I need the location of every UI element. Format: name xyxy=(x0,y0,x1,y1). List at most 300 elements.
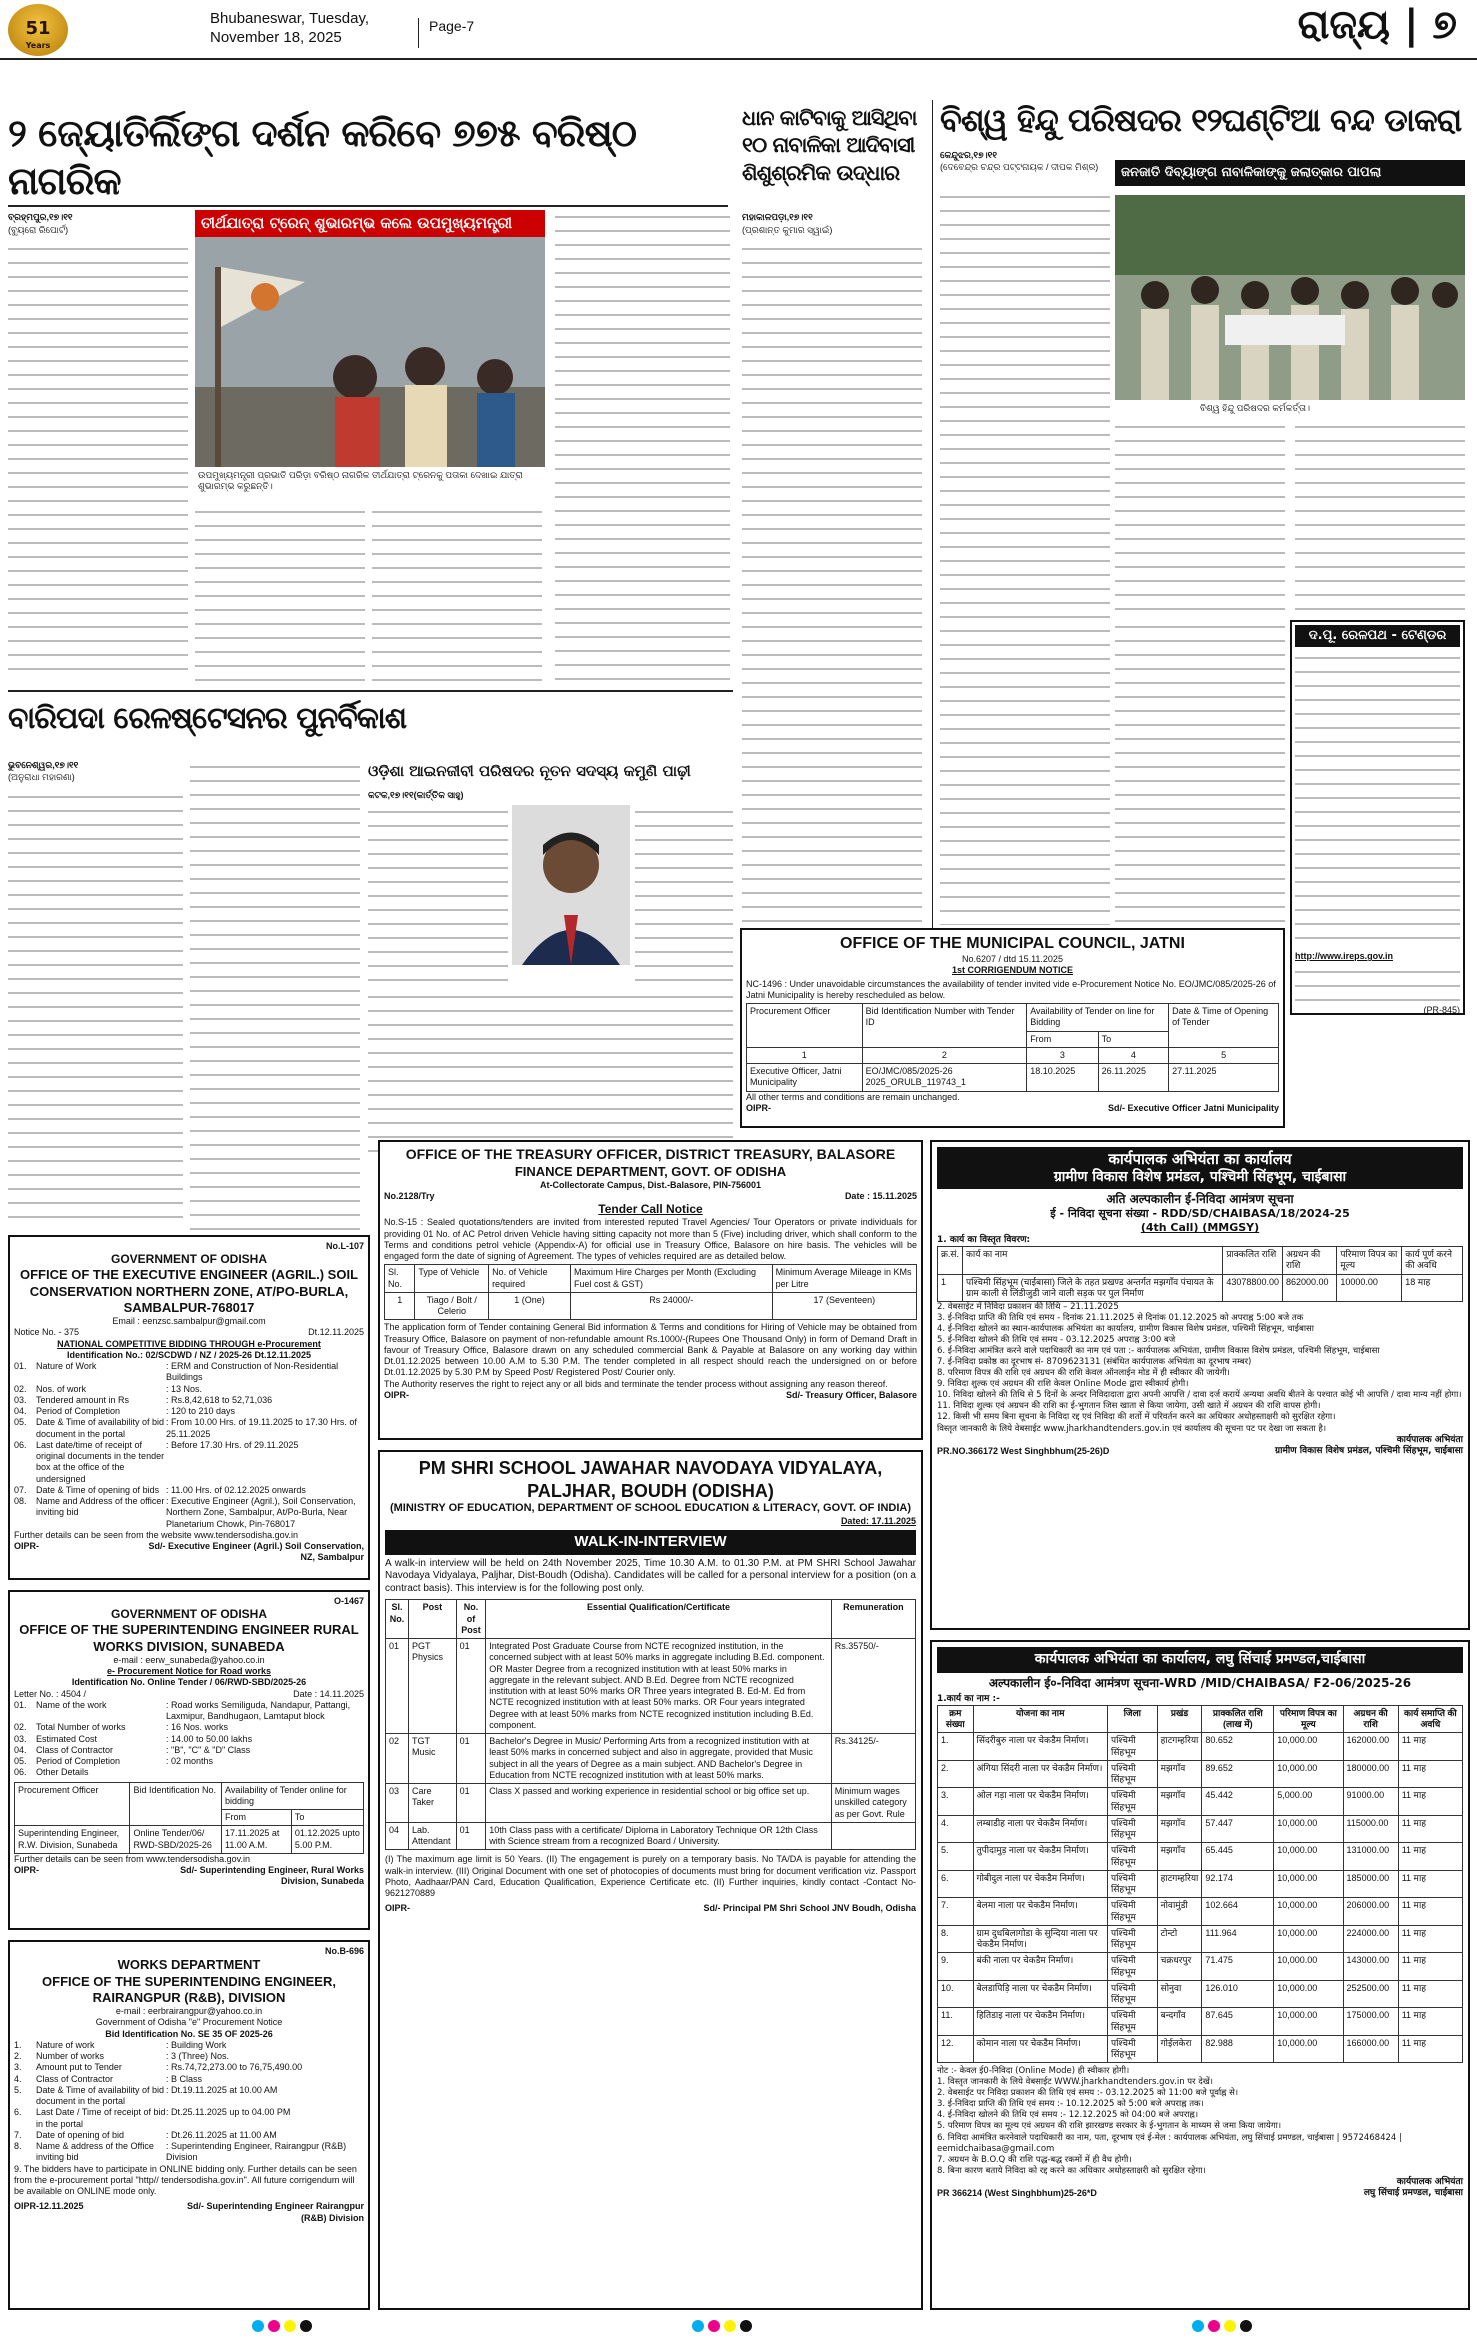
notice-item xyxy=(14,1417,364,1440)
table-cell: 11 माह xyxy=(1398,1870,1462,1898)
minor-th: अग्रधन की राशि xyxy=(1343,1705,1398,1733)
table-cell: Class X passed and working experience in residential school or big office set up. xyxy=(486,1784,831,1823)
jatni-foot: All other terms and conditions are remain unchanged. xyxy=(746,1091,960,1102)
soil-email: Email : eenzsc.sambalpur@gmail.com xyxy=(112,1316,266,1326)
notice-item-field: 6. xyxy=(14,2107,22,2118)
notice-item xyxy=(14,2141,364,2164)
notice-item-field: Period of Completion xyxy=(36,1756,121,1766)
table-cell: 1. xyxy=(938,1733,974,1761)
soil-foot: Further details can be seen from the website www.tendersodisha.gov.in xyxy=(14,1529,298,1540)
soil-subtitle: NATIONAL COMPETITIVE BIDDING THROUGH e-Procurement xyxy=(57,1338,321,1349)
notice-item xyxy=(14,1395,364,1406)
table-cell: 252500.00 xyxy=(1343,1980,1398,2008)
notice-item xyxy=(14,1700,364,1723)
table-cell: गोबीदुल नाला पर चेकडैम निर्माण। xyxy=(973,1870,1107,1898)
sunabeda-subtitle: e- Procurement Notice for Road works xyxy=(106,1666,272,1676)
rairangpur-items xyxy=(14,2040,364,2164)
dateline-date: November 18, 2025 xyxy=(210,28,342,46)
treasury-th: Sl. No. xyxy=(385,1265,415,1293)
table-cell: 10,000.00 xyxy=(1274,2008,1343,2036)
treasury-body2: The application form of Tender containing General Bid information & Terms and conditions for Hiring of Vehicle may be obtained from Treasury Office, Balasore on payment of non-refundable amount Rs.1000/-(Rupees One Thousand Only) in form of Demand Draft in favour of Treasury Office, Balasore drawn on any scheduled commercial Bank & Payable at Balasore on any working day within Dt.01.12.2025 between 10.00 A.M to 5.30 P.M. The tender completed in all respect should reach the undersigned on or before Dt.01.12.2025 by 5.30 P.M by Speed Post/ Registered Post/ Courier only. xyxy=(384,1322,917,1378)
minor-sec: 1.कार्य का नाम :- xyxy=(937,1693,1000,1704)
jatni-table xyxy=(746,1003,1279,1092)
rdd-th: क्र.सं. xyxy=(938,1247,963,1275)
rdd-subtitle: अति अल्पकालीन ई-निविदा आमंत्रण सूचना xyxy=(1106,1192,1294,1207)
notice-item-field: Tendered amount in Rs xyxy=(36,1394,130,1405)
table-row xyxy=(386,1784,916,1823)
sunabeda-th-from: From xyxy=(222,1810,292,1826)
rairangpur-no: No.B-696 xyxy=(324,1946,364,1956)
notice-item-field: : ERM and Construction of Non-Residential Buildings xyxy=(166,1361,339,1383)
notice-item-field: : Road works Semiliguda, Nandapur, Pattangi, Laxmipur, Bandhugaon, Lamtaput block xyxy=(166,1699,351,1721)
rairangpur-oipr: OIPR-12.11.2025 xyxy=(14,2201,84,2212)
notice-item xyxy=(14,2051,364,2062)
table-cell: 175000.00 xyxy=(1343,2008,1398,2036)
table-cell: सिंदरीबुरु नाला पर चेकडैम निर्माण। xyxy=(973,1733,1107,1761)
table-cell: बेलडापिड़ि नाला पर चेकडैम निर्माण। xyxy=(973,1980,1107,2008)
rairangpur-sign: Sd/- Superintending Engineer Rairangpur (R&B) Division xyxy=(186,2201,364,2223)
jatni-cell: Executive Officer, Jatni Municipality xyxy=(747,1064,863,1092)
table-row xyxy=(938,1925,1463,1953)
notice-line: विस्तृत जानकारी के लिये वेबसाईट www.jharkhandtenders.gov.in एवं कार्यालय की सूचना पट पर देखा जा सकता है। xyxy=(937,1423,1327,1434)
black-mark xyxy=(740,2320,752,2332)
table-cell: PGT Physics xyxy=(408,1639,456,1734)
table-cell: 126.010 xyxy=(1202,1980,1274,2008)
table-cell: 11 माह xyxy=(1398,2008,1462,2036)
table-cell: मझगाँव xyxy=(1157,1788,1202,1816)
table-cell: 03 xyxy=(386,1784,409,1823)
ireps-url[interactable]: http://www.ireps.gov.in xyxy=(1295,951,1393,962)
rdd-sign: ग्रामीण विकास विशेष प्रमंडल, पश्चिमी सिंहभूम, चाईबासा xyxy=(1275,1445,1463,1456)
treasury-cell: Rs 24000/- xyxy=(570,1292,772,1320)
sunabeda-title: OFFICE OF THE SUPERINTENDING ENGINEER RURAL WORKS DIVISION, SUNABEDA xyxy=(19,1622,359,1654)
rdd-table xyxy=(937,1246,1463,1302)
notice-item-field: Name and Address of the officer inviting bid xyxy=(36,1496,165,1518)
table-cell: 57.447 xyxy=(1202,1815,1274,1843)
notice-item-field: Amount put to Tender xyxy=(36,2062,122,2073)
table-cell: 91000.00 xyxy=(1343,1788,1398,1816)
notice-item-field: : Dt.26.11.2025 at 11.00 AM xyxy=(166,2129,277,2140)
notice-item-field: : B Class xyxy=(166,2073,203,2084)
table-cell: पश्चिमी सिंहभूम xyxy=(1107,1760,1157,1788)
table-cell: मझगाँव xyxy=(1157,1760,1202,1788)
lead-photo-subcaption: ଉପମୁଖ୍ୟମନ୍ତ୍ରୀ ପ୍ରଭାତି ପରିଡ଼ା ବରିଷ୍ଠ ନାଗରିକ ତୀର୍ଥଯାତ୍ରା ଟ୍ରେନକୁ ପତାକା ଦେଖାଇ ଯାତ୍ରା ଶୁଭାରମ୍ଭ କରୁଛନ୍ତି। xyxy=(198,469,523,492)
table-cell: 11 माह xyxy=(1398,2035,1462,2063)
rdd-cell: 43078800.00 xyxy=(1223,1274,1283,1302)
soil-sign: Sd/- Executive Engineer (Agril.) Soil Conservation, NZ, Sambalpur xyxy=(148,1541,364,1563)
notice-line: 2. वेबसाईट पर निविदा प्रकाशन की तिथि एवं समय :- 03.12.2025 को 11:00 बजे पूर्वाह्न से। xyxy=(937,2088,1239,2099)
notice-item xyxy=(14,1734,364,1745)
notice-item xyxy=(14,1767,364,1778)
table-row xyxy=(938,1788,1463,1816)
lead-photo-block xyxy=(195,210,545,495)
masthead xyxy=(0,0,1477,60)
magenta-mark xyxy=(1208,2320,1220,2332)
table-cell: ओल गड़ा नाला पर चेकडैम निर्माण। xyxy=(973,1788,1107,1816)
notice-item-field: 04. xyxy=(14,1406,27,1416)
notice-item-field: 08. xyxy=(14,1496,27,1506)
table-row xyxy=(386,1822,916,1850)
jnv-dated: Dated: 17.11.2025 xyxy=(840,1515,916,1526)
notice-item-field: Class of Contractor xyxy=(36,2073,114,2084)
table-row xyxy=(938,1733,1463,1761)
jnv-oipr: OIPR- xyxy=(385,1903,411,1914)
table-row xyxy=(938,2008,1463,2036)
table-cell: 01 xyxy=(386,1639,409,1734)
notice-item-field: Other Details xyxy=(36,1767,89,1778)
notice-item-field: Last Date / Time of receipt of bid in the portal xyxy=(36,2107,166,2129)
table-cell: ग्राम दुधबिलागोडा के सुन्दिया नाला पर चेकडैम निर्माण। xyxy=(973,1925,1107,1953)
table-cell: 11 माह xyxy=(1398,1733,1462,1761)
notice-item-field: : "B", "C" & "D" Class xyxy=(166,1744,251,1755)
treasury-cell: 1 xyxy=(385,1292,415,1320)
dateline xyxy=(210,10,369,48)
table-cell: Rs.34125/- xyxy=(831,1734,915,1784)
table-cell: 8. xyxy=(938,1925,974,1953)
table-cell: 80.652 xyxy=(1202,1733,1274,1761)
notice-line: 3. ई-निविदा प्राप्ति की तिथि एवं समय :- 10.12.2025 को 5:00 बजे अपराह्न तक। xyxy=(937,2099,1204,2110)
jatni-cell: 27.11.2025 xyxy=(1169,1064,1279,1092)
minor-th: प्राक्कलित राशि (लाख में) xyxy=(1202,1705,1274,1733)
table-row xyxy=(938,1953,1463,1981)
table-cell: 10,000.00 xyxy=(1274,1980,1343,2008)
magenta-mark xyxy=(268,2320,280,2332)
notice-item-field: : Executive Engineer (Agril.), Soil Conservation, Northern Zone, Sambalpur, At/Po-Burla, Near Planetarium Chowk, Pin-768017 xyxy=(166,1496,356,1529)
table-cell: 71.475 xyxy=(1202,1953,1274,1981)
rairangpur-title: OFFICE OF THE SUPERINTENDING ENGINEER, RAIRANGPUR (R&B), DIVISION xyxy=(42,1973,336,2005)
sunabeda-cell: 01.12.2025 upto 5.00 P.M. xyxy=(291,1826,363,1854)
lead-body-col2 xyxy=(195,505,365,685)
notice-item-field: : Building Work xyxy=(166,2039,227,2050)
notice-item-field: Date & Time of availability of bid document in the portal xyxy=(36,1417,165,1439)
minor-th: प्रखंड xyxy=(1157,1705,1202,1733)
table-cell: हाटगम्हरिया xyxy=(1157,1870,1202,1898)
notice-item xyxy=(14,2074,364,2085)
table-cell: बंकी नाला पर चेकडैम निर्माण। xyxy=(973,1953,1107,1981)
sunabeda-th: Bid Identification No. xyxy=(130,1782,222,1826)
table-row xyxy=(938,1760,1463,1788)
sunabeda-th-to: To xyxy=(291,1810,363,1826)
magenta-mark xyxy=(708,2320,720,2332)
notice-item xyxy=(14,1361,364,1384)
jatni-title: OFFICE OF THE MUNICIPAL COUNCIL, JATNI xyxy=(840,935,1185,952)
notice-item-field: : Dt.25.11.2025 up to 04.00 PM xyxy=(166,2107,291,2118)
jatni-oipr: OIPR- xyxy=(746,1102,772,1113)
jatni-cell: 26.11.2025 xyxy=(1098,1064,1169,1092)
table-cell: 4. xyxy=(938,1815,974,1843)
table-cell: 180000.00 xyxy=(1343,1760,1398,1788)
table-row xyxy=(938,2035,1463,2063)
treasury-body: No.S-15 : Sealed quotations/tenders are invited from interested reputed Travel Agencies/ Tour Operators or private individuals for providing 01 No. of AC Petrol driven Vehicle having sitting capacity not more than 5 (Five) including driver, which shall conform to the Terms and conditions petrol vehicle (Appendix-A) for official use in Treasury Office, Balasore on hire basis. The vehicles will be engaged form the date of signing of Agreement. The types of vehicles required are as detailed below. xyxy=(384,1217,917,1261)
sunabeda-table xyxy=(14,1782,364,1854)
jnv-rows xyxy=(386,1639,916,1850)
rairangpur-dept: WORKS DEPARTMENT xyxy=(117,1957,261,1973)
rairangpur-notice xyxy=(8,1940,370,2310)
table-cell: पश्चिमी सिंहभूम xyxy=(1107,2008,1157,2036)
notice-item-field: 01. xyxy=(14,1699,27,1710)
sunabeda-notice xyxy=(8,1590,370,1930)
minor-rows xyxy=(938,1733,1463,2063)
notice-item-field: : 14.00 to 50.00 lakhs xyxy=(166,1733,253,1744)
table-cell: हाटगम्हरिया xyxy=(1157,1733,1202,1761)
table-cell: 3. xyxy=(938,1788,974,1816)
sunabeda-th: Availability of Tender online for bidding xyxy=(222,1782,364,1810)
table-cell: 11 माह xyxy=(1398,1760,1462,1788)
notice-item-field: 7. xyxy=(14,2129,22,2140)
treasury-subtitle: Tender Call Notice xyxy=(598,1202,703,1217)
sunabeda-letter: Letter No. : 4504 / xyxy=(14,1688,87,1699)
table-cell: 185000.00 xyxy=(1343,1870,1398,1898)
notice-line: 7. अग्रधन के B.O.Q की राशि पद्ध-बद्ध रकमों में ही वैध होगी। xyxy=(937,2154,1132,2165)
rdd-cell: 18 माह xyxy=(1402,1274,1463,1302)
table-cell: 01 xyxy=(456,1784,486,1823)
notice-line: 11. निविदा शुल्क एवं अग्रधन की राशि का ई-भुगतान जिस खाता से किया जायेगा, उसी खाते में अग्रधन की राशि वापस होगी। xyxy=(937,1401,1321,1412)
minor-title: कार्यपालक अभियंता का कार्यालय, लघु सिंचाई प्रमण्डल,चाईबासा xyxy=(937,1647,1463,1673)
notice-item-field: Name & address of the Office inviting bid xyxy=(36,2141,154,2163)
notice-item-field: : Dt.19.11.2025 at 10.00 AM xyxy=(166,2084,278,2095)
jatni-notice xyxy=(740,928,1285,1128)
table-cell: पश्चिमी सिंहभूम xyxy=(1107,1788,1157,1816)
story3-reporter: (ଦେବେନ୍ଦ୍ର ଚନ୍ଦ୍ର ପଟ୍ଟନାୟକ / ଦୀପକ ମିଶ୍ର) xyxy=(940,162,1099,172)
notice-item-field: : 16 Nos. works xyxy=(166,1722,229,1733)
table-cell: 11 माह xyxy=(1398,1925,1462,1953)
notice-item-field: 8. xyxy=(14,2141,22,2151)
table-row xyxy=(938,1898,1463,1926)
story3-photo-image xyxy=(1115,195,1465,400)
table-cell: Bachelor's Degree in Music/ Performing Arts from a recognized institution with at least 50% marks in concerned subject and also in aggregate, provided that Music subject in all the years of Degree as a main subject. AND Bachelor's Degree in Education from NCTE recognized institution with at least 50% marks. xyxy=(486,1734,831,1784)
notice-item xyxy=(14,2107,364,2130)
table-cell: 10,000.00 xyxy=(1274,1898,1343,1926)
notice-item-field: 06. xyxy=(14,1439,27,1450)
notice-item xyxy=(14,1756,364,1767)
notice-item-field: 02. xyxy=(14,1722,27,1733)
table-cell: 10,000.00 xyxy=(1274,1760,1343,1788)
notice-item-field: 06. xyxy=(14,1767,27,1778)
treasury-th: Type of Vehicle xyxy=(415,1265,489,1293)
notice-item-field: 5. xyxy=(14,2084,22,2095)
minor-sign: लघु सिंचाई प्रमण्डल, चाईबासा xyxy=(1363,2187,1463,2198)
logo-sub: Years xyxy=(25,40,51,50)
sunabeda-sign: Sd/- Superintending Engineer, Rural Works Division, Sunabeda xyxy=(180,1865,364,1887)
table-cell: TGT Music xyxy=(408,1734,456,1784)
sunabeda-oipr: OIPR- xyxy=(14,1865,40,1875)
registration-marks xyxy=(250,2320,314,2337)
notice-item xyxy=(14,2040,364,2051)
rdd-pr: PR.NO.366172 West Singhbhum(25-26)D xyxy=(937,1445,1110,1456)
black-mark xyxy=(1240,2320,1252,2332)
story3-dateline: କେନ୍ଦୁଝର,୧୭।୧୧ xyxy=(940,150,998,160)
lead-photo-image xyxy=(195,237,545,467)
story2-reporter: (ପ୍ରଶାନ୍ତ କୁମାର ସ୍ୱାଇଁ) xyxy=(742,225,833,235)
table-cell: 92.174 xyxy=(1202,1870,1274,1898)
lead-body-col4 xyxy=(555,210,730,685)
notice-item-field: 4. xyxy=(14,2073,22,2084)
jatni-cell: 18.10.2025 xyxy=(1027,1064,1098,1092)
story3-body-col1 xyxy=(940,190,1110,925)
rdd-th: प्राक्कलित राशि xyxy=(1223,1247,1283,1275)
treasury-addr: At-Collectorate Campus, Dist.-Balasore, PIN-756001 xyxy=(539,1179,762,1190)
table-cell: 10,000.00 xyxy=(1274,1953,1343,1981)
story4-dateline: ଭୁବନେଶ୍ୱର,୧୭।୧୧ xyxy=(8,760,79,770)
table-cell: बन्दगाँव xyxy=(1157,2008,1202,2036)
jatni-th-1: Bid Identification Number with Tender ID xyxy=(862,1004,1027,1048)
story4-reporter: (ଅନୁରାଧା ମହାରଣା) xyxy=(8,772,75,782)
sunabeda-cell: 17.11.2025 at 11.00 A.M. xyxy=(222,1826,292,1854)
rairangpur-gov: Government of Odisha "e" Procurement Notice xyxy=(95,2017,283,2028)
soil-items xyxy=(14,1361,364,1530)
table-cell: 6. xyxy=(938,1870,974,1898)
notice-item-field: Nature of Work xyxy=(36,1361,97,1371)
jnv-th: Essential Qualification/Certificate xyxy=(486,1600,831,1639)
notice-item-field: Nos. of work xyxy=(36,1383,87,1394)
cyan-mark xyxy=(1192,2320,1204,2332)
table-cell: 11 माह xyxy=(1398,1788,1462,1816)
notice-line: 4. ई-निविदा खोलने का स्थान-कार्यपालक अभियंता का कार्यालय, ग्रामीण विकास विशेष प्रमंडल, पश्चिमी सिंहभूम, चाईबासा xyxy=(937,1324,1314,1335)
rdd-title2: ग्रामीण विकास विशेष प्रमंडल, पश्चिमी सिंहभूम, चाईबासा xyxy=(1053,1168,1347,1185)
table-cell: 224000.00 xyxy=(1343,1925,1398,1953)
table-cell: पश्चिमी सिंहभूम xyxy=(1107,1898,1157,1926)
minor-th: जिला xyxy=(1107,1705,1157,1733)
story4-body-col2 xyxy=(190,760,360,1230)
rdd-th: परिमाण विपत्र का मूल्य xyxy=(1337,1247,1402,1275)
minor-th: क्रम संख्या xyxy=(938,1705,974,1733)
table-cell: 166000.00 xyxy=(1343,2035,1398,2063)
notice-line: 6. ई-निविदा आमंत्रित करने वाले पदाधिकारी का नाम एवं पता :- कार्यपालक अभियंता, ग्रामीण विकास विशेष प्रमंडल, पश्चिमी सिंहभूम, चाईबासा xyxy=(937,1346,1380,1357)
notice-line: 12. किसी भी समय बिना सूचना के निविदा रद्द एवं निविदा की शर्तो में परिवर्तन करने का अधिकार अधोहस्ताक्षरी को सुरक्षित रहेगा। xyxy=(937,1412,1336,1423)
yellow-mark xyxy=(1224,2320,1236,2332)
notice-item-field: Date of opening of bid xyxy=(36,2129,125,2140)
table-cell: लम्बाडीह नाला पर चेकडैम निर्माण। xyxy=(973,1815,1107,1843)
table-cell: 7. xyxy=(938,1898,974,1926)
treasury-title: OFFICE OF THE TREASURY OFFICER, DISTRICT TREASURY, BALASORE xyxy=(405,1146,896,1162)
notice-line: 5. ई-निविदा खोलने की तिथि एवं समय - 03.12.2025 अपराह्न 3:00 बजे xyxy=(937,1335,1176,1346)
yellow-mark xyxy=(724,2320,736,2332)
rdd-lines xyxy=(937,1302,1463,1435)
rdd-cell: पश्चिमी सिंहभूम (चाईबासा) जिले के तहत प्रखण्ड अन्तर्गत मझगाँव पंचायत के ग्राम काली से लिंडीजुडी जाने वाली सड़क पर पुल निर्माण xyxy=(963,1274,1223,1302)
notice-item xyxy=(14,1496,364,1530)
notice-item xyxy=(14,2130,364,2141)
jnv-ministry: (MINISTRY OF EDUCATION, DEPARTMENT OF SCHOOL EDUCATION & LITERACY, GOVT. OF INDIA) xyxy=(389,1502,912,1514)
notice-line: 8. बिना कारण बताये निविदा को रद्द करने का अधिकार अधोहस्ताक्षरी को सुरक्षित रहेगा। xyxy=(937,2165,1206,2176)
notice-item-field: 03. xyxy=(14,1394,27,1405)
notice-item-field: : 120 to 210 days xyxy=(166,1406,236,1416)
table-cell: 10. xyxy=(938,1980,974,2008)
table-cell: 01 xyxy=(456,1822,486,1850)
sunabeda-cell: Superintending Engineer, R.W. Division, Sunabeda xyxy=(15,1826,130,1854)
table-cell: 5. xyxy=(938,1843,974,1871)
minor-pr: PR 366214 (West Singhbhum)25-26*D xyxy=(937,2187,1097,2198)
sunabeda-th: Procurement Officer xyxy=(15,1782,130,1826)
rdd-th: कार्य का नाम xyxy=(963,1247,1223,1275)
jatni-subtitle: 1st CORRIGENDUM NOTICE xyxy=(951,965,1073,976)
rdd-cell: 10000.00 xyxy=(1337,1274,1402,1302)
notice-item-field: 1. xyxy=(14,2039,22,2050)
ireps-body2 xyxy=(1295,965,1460,1005)
story5-dateline: କଟକ,୧୭।୧୧(କାର୍ତ୍ତିକ ସାହୁ) xyxy=(368,790,464,800)
table-cell: 87.645 xyxy=(1202,2008,1274,2036)
minor-th: कार्य समाप्ति की अवधि xyxy=(1398,1705,1462,1733)
jnv-sign: Sd/- Principal PM Shri School JNV Boudh, Odisha xyxy=(703,1903,916,1914)
table-cell: 11 माह xyxy=(1398,1815,1462,1843)
jatni-th-to: To xyxy=(1098,1031,1169,1047)
sunabeda-cell: Online Tender/06/ RWD-SBD/2025-26 xyxy=(130,1826,222,1854)
lead-body-col3 xyxy=(372,505,542,685)
story5-headline: ଓଡ଼ିଶା ଆଇନଜୀବୀ ପରିଷଦର ନୂତନ ସଦସ୍ୟ କମୁଣି ପାଢ଼ୀ xyxy=(368,762,691,780)
soil-no: No.L-107 xyxy=(325,1241,364,1251)
jatni-col-num: 3 xyxy=(1027,1047,1098,1063)
jatni-cell: EO/JMC/085/2025-26 2025_ORULB_119743_1 xyxy=(862,1064,1027,1092)
notice-item xyxy=(14,1485,364,1496)
ireps-code: (PR-845) xyxy=(1423,1004,1460,1015)
table-row xyxy=(386,1639,916,1734)
jatni-col-num: 1 xyxy=(747,1047,863,1063)
story5-body-col1 xyxy=(368,805,508,985)
lead-body-col1 xyxy=(8,242,188,682)
rdd-th: अग्रधन की राशि xyxy=(1282,1247,1336,1275)
story3-kicker: ଜନଜାତି ଦିବ୍ୟାଙ୍ଗ ନାବାଳିକାଙ୍କୁ ଜଲାତ୍କାର ପାପଲା xyxy=(1115,160,1465,186)
jatni-body: NC-1496 : Under unavoidable circumstances the availability of tender invited vide e-Procurement Notice No. EO/JMC/085/2025-26 of Jatni Municipality is hereby rescheduled as below. xyxy=(746,978,1276,1000)
notice-line: 8. परिमाण विपत्र की राशि एवं अग्रधन की राशि केवल ऑनलाईन मोड में ही स्वीकार की जायेगी। xyxy=(937,1368,1230,1379)
sunabeda-gov: GOVERNMENT OF ODISHA xyxy=(110,1607,267,1622)
story2-body xyxy=(742,242,922,922)
table-row xyxy=(938,1843,1463,1871)
jatni-th-3: Date & Time of Opening of Tender xyxy=(1169,1004,1279,1048)
notice-item-field: Date & Time of availability of bid document in the portal xyxy=(36,2084,165,2106)
table-cell: 9. xyxy=(938,1953,974,1981)
table-row xyxy=(938,1815,1463,1843)
table-cell: हितिडाइ नाला पर चेकडैम निर्माण। xyxy=(973,2008,1107,2036)
notice-line: 3. ई-निविदा प्राप्ति की तिथि एवं समय - दिनांक 21.11.2025 से दिनांक 01.12.2025 को अपराह्न 5:00 बजे तक xyxy=(937,1313,1304,1324)
table-cell: तुपीदामुड़ नाला पर चेकडैम निर्माण। xyxy=(973,1843,1107,1871)
soil-title: OFFICE OF THE EXECUTIVE ENGINEER (AGRIL.) SOIL CONSERVATION NORTHERN ZONE, AT/PO-BURLA, SAMBALPUR-768017 xyxy=(19,1267,359,1315)
table-row xyxy=(386,1734,916,1784)
jnv-th: No. of Post xyxy=(456,1600,486,1639)
notice-item-field: 05. xyxy=(14,1756,27,1766)
treasury-sign: Sd/- Treasury Officer, Balasore xyxy=(785,1389,917,1400)
table-cell: पश्चिमी सिंहभूम xyxy=(1107,1953,1157,1981)
story3-photo xyxy=(1115,195,1465,400)
page-number: Page-7 xyxy=(418,18,474,48)
notice-item-field: Date & Time of opening of bids xyxy=(36,1484,160,1495)
treasury-table xyxy=(384,1264,917,1320)
notice-item-field: Period of Completion xyxy=(36,1406,121,1416)
notice-item xyxy=(14,1745,364,1756)
notice-item-field: : 11.00 Hrs. of 02.12.2025 onwards xyxy=(166,1484,306,1495)
dateline-city: Bhubaneswar, Tuesday, xyxy=(210,10,369,27)
jatni-th-from: From xyxy=(1027,1031,1098,1047)
table-cell: सोनुवा xyxy=(1157,1980,1202,2008)
notice-line: 4. ई-निविदा खोलने की तिथि एवं समय :- 12.12.2025 को 04:00 बजे अपराह्न। xyxy=(937,2110,1199,2121)
table-cell: Rs.35750/- xyxy=(831,1639,915,1734)
jatni-sign: Sd/- Executive Officer Jatni Municipality xyxy=(1107,1102,1279,1113)
treasury-oipr: OIPR- xyxy=(384,1389,410,1400)
notice-item xyxy=(14,2062,364,2073)
notice-item-field: Estimated Cost xyxy=(36,1733,98,1744)
divider xyxy=(8,205,728,207)
notice-line: 7. ई-निविदा प्रकोष्ठ का दूरभाष सं- 8709623131 (संबंधित कार्यपालक अभियंता का दूरभाष नम्बर) xyxy=(937,1357,1252,1368)
story2-dateline: ମହାକାଳପଡ଼ା,୧୭।୧୧ xyxy=(742,212,813,222)
notice-item-field xyxy=(166,1767,364,1778)
treasury-cell: 17 (Seventeen) xyxy=(772,1292,916,1320)
table-cell: 143000.00 xyxy=(1343,1953,1398,1981)
notice-item-field: : 13 Nos. xyxy=(166,1383,203,1394)
treasury-body3: The Authority reserves the right to reject any or all bids and terminate the tender process without assigning any reason thereof. xyxy=(384,1378,888,1389)
cyan-mark xyxy=(252,2320,264,2332)
story2-headline: ଧାନ କାଟିବାକୁ ଆସିଥିବା ୧୦ ନାବାଳିକା ଆଦିବାସୀ ଶିଶୁଶ୍ରମିକ ଉଦ୍ଧାର xyxy=(742,106,917,185)
portrait-image xyxy=(512,805,630,965)
treasury-title2: FINANCE DEPARTMENT, GOVT. OF ODISHA xyxy=(514,1163,787,1179)
notice-item-field: 07. xyxy=(14,1484,27,1495)
